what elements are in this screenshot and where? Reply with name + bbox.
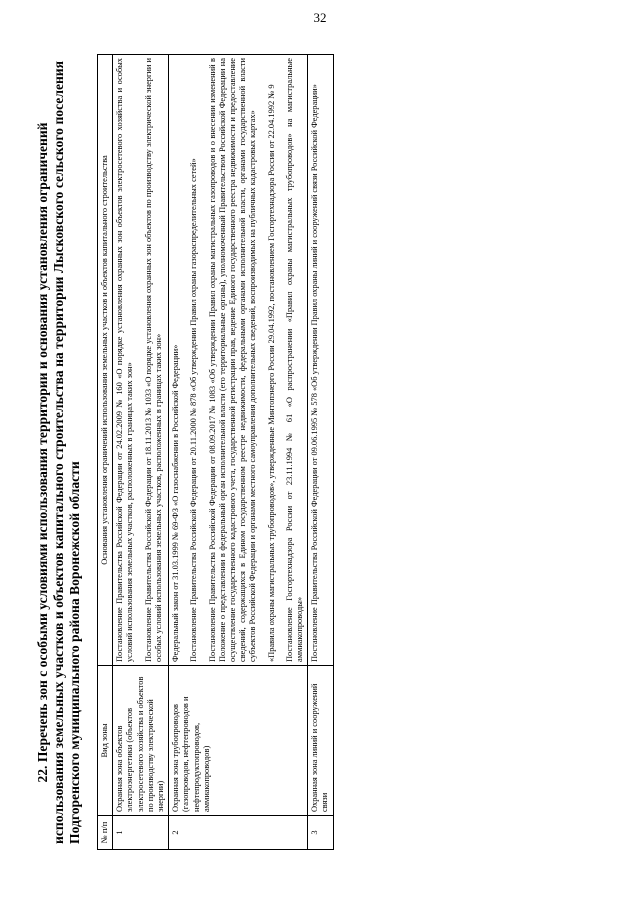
row-basis	[169, 55, 308, 666]
table-row	[113, 55, 169, 850]
row-num: 1	[113, 816, 169, 850]
basis-item: Постановление Правительства Российской Федерации от 18.11.2013 № 1033 «О порядке установления охранных зон объектов по производству электрической энергии и особых условий использования земельных участков, расположенных в границах таких зон»	[143, 58, 163, 662]
header-basis: Основания установления ограничений использования земельных участков и объектов капитального строительства	[98, 55, 113, 666]
basis-item: Постановление Правительства Российской Федерации от 20.11.2000 № 878 «Об утверждении Правил охраны газораспределительных сетей»	[189, 158, 199, 662]
zones-table	[97, 54, 334, 850]
page-number: 32	[313, 10, 327, 25]
header-num: № п/п	[98, 816, 113, 850]
row-zone: Охранная зона объектов электроэнергетики (объектов электросетевого хозяйства и объектов по производству электрической энергии)	[113, 666, 169, 816]
header-zone: Вид зоны	[98, 666, 113, 816]
row-basis	[308, 55, 333, 666]
basis-item: Постановление Правительства Российской Федерации от 24.02.2009 № 160 «О порядке установления охранных зон объектов электросетевого хозяйства и особых условий использования земельных участков, расположенных в границах таких зон»	[115, 58, 135, 662]
table-header-row	[98, 55, 113, 850]
rotated-content	[35, 55, 615, 850]
table-row	[169, 55, 308, 850]
basis-item: Постановление Госгортехнадзора России от 23.11.1994 № 61 «О распространении «Правил охраны магистральных трубопроводов» на магистральные аммиакопроводы»	[284, 58, 305, 662]
document-title	[35, 55, 83, 850]
row-zone: Охранная зона линий и сооружений связи	[308, 666, 333, 816]
row-basis	[113, 55, 169, 666]
basis-item: Постановление Правительства Российской Федерации от 09.06.1995 № 578 «Об утверждении Правил охраны линий и сооружений связи Российской Федерации»	[310, 84, 320, 662]
row-zone: Охранная зона трубопроводов (газопроводов, нефтепроводов и нефтепродуктопроводов, аммиакопроводов)	[169, 666, 308, 816]
basis-item: Постановление Правительства Российской Федерации от 08.09.2017 № 1083 «Об утверждении Правил охраны магистральных газопроводов и о внесении изменений в Положение о представлении в федеральный орган исполнительной власти (его территориальные органы), уполномоченный Правительством Российской Федерации на осуществление государственного кадастрового учета, государственной регистрации прав, ведение Единого государственного реестра недвижимости и предоставление сведений, содержащихся в Едином государственном реестре недвижимости, федеральными органами исполнительной власти, органами государственной власти субъектов Российской Федерации и органами местного самоуправления дополнительных сведений, воспроизводимых на публичных кадастровых картах»	[207, 58, 258, 662]
title-line-1: 22. Перечень зон с особыми условиями использования территории и основания установления ограничений	[35, 122, 50, 783]
row-num: 2	[169, 816, 308, 850]
basis-item: «Правила охраны магистральных трубопроводов», утвержденные Минтопэнерго России 29.04.1992, постановлением Госгортехнадзора России от 22.04.1992 № 9	[266, 84, 276, 662]
row-num: 3	[308, 816, 333, 850]
title-line-2: использования земельных участков и объектов капитального строительства на территории Лысковского сельского поселения Подгоренского муниципального района Воронежской области	[51, 61, 82, 844]
basis-item: Федеральный закон от 31.03.1999 № 69-ФЗ «О газоснабжении в Российской Федерации»	[171, 344, 181, 662]
table-row	[308, 55, 333, 850]
